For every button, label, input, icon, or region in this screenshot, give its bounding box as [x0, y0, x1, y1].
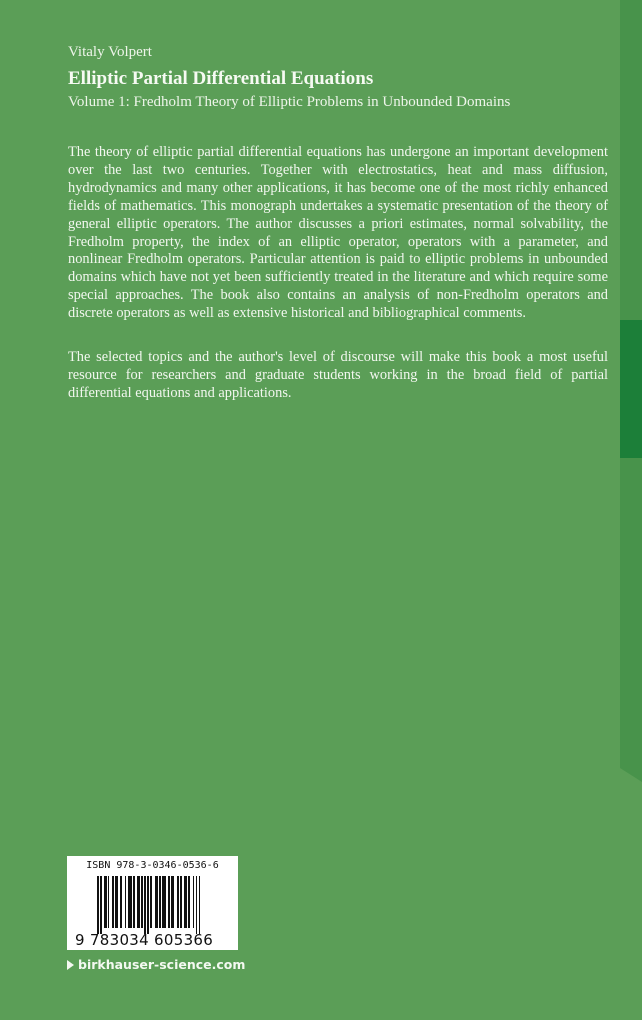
ean-digits: 9 783034 605366 — [75, 931, 214, 949]
barcode-bars — [97, 876, 225, 934]
triangle-right-icon — [67, 960, 74, 970]
book-title: Elliptic Partial Differential Equations — [68, 68, 374, 89]
blurb-paragraph-2: The selected topics and the author's level of discourse will make this book a most useful resource for researchers and graduate students working in the broad field of partial differential equations and applications. — [68, 349, 608, 401]
publisher-website: birkhauser-science.com — [78, 957, 246, 972]
book-subtitle: Volume 1: Fredholm Theory of Elliptic Problems in Unbounded Domains — [68, 94, 511, 110]
isbn-label: ISBN 978-3-0346-0536-6 — [86, 860, 219, 871]
author-name: Vitaly Volpert — [68, 44, 152, 60]
publisher-link[interactable] — [67, 957, 245, 972]
blurb-paragraph-1: The theory of elliptic partial differential equations has undergone an important development over the last two centuries. Together with electrostatics, heat and mass diffusion, hydrodynamics and many other applications, it has become one of the most richly enhanced fields of mathematics. This monograph undertakes a systematic presentation of the theory of general elliptic operators. The author discusses a priori estimates, normal solvability, the Fredholm property, the index of an elliptic operator, operators with a parameter, and nonlinear Fredholm operators. Particular attention is paid to elliptic problems in unbounded domains which have not yet been sufficiently treated in the literature and which require some special approaches. The book also contains an analysis of non-Fredholm operators and discrete operators as well as extensive historical and bibliographical comments. — [68, 144, 608, 322]
spine-color-tab — [620, 320, 642, 458]
isbn-barcode — [67, 856, 238, 950]
